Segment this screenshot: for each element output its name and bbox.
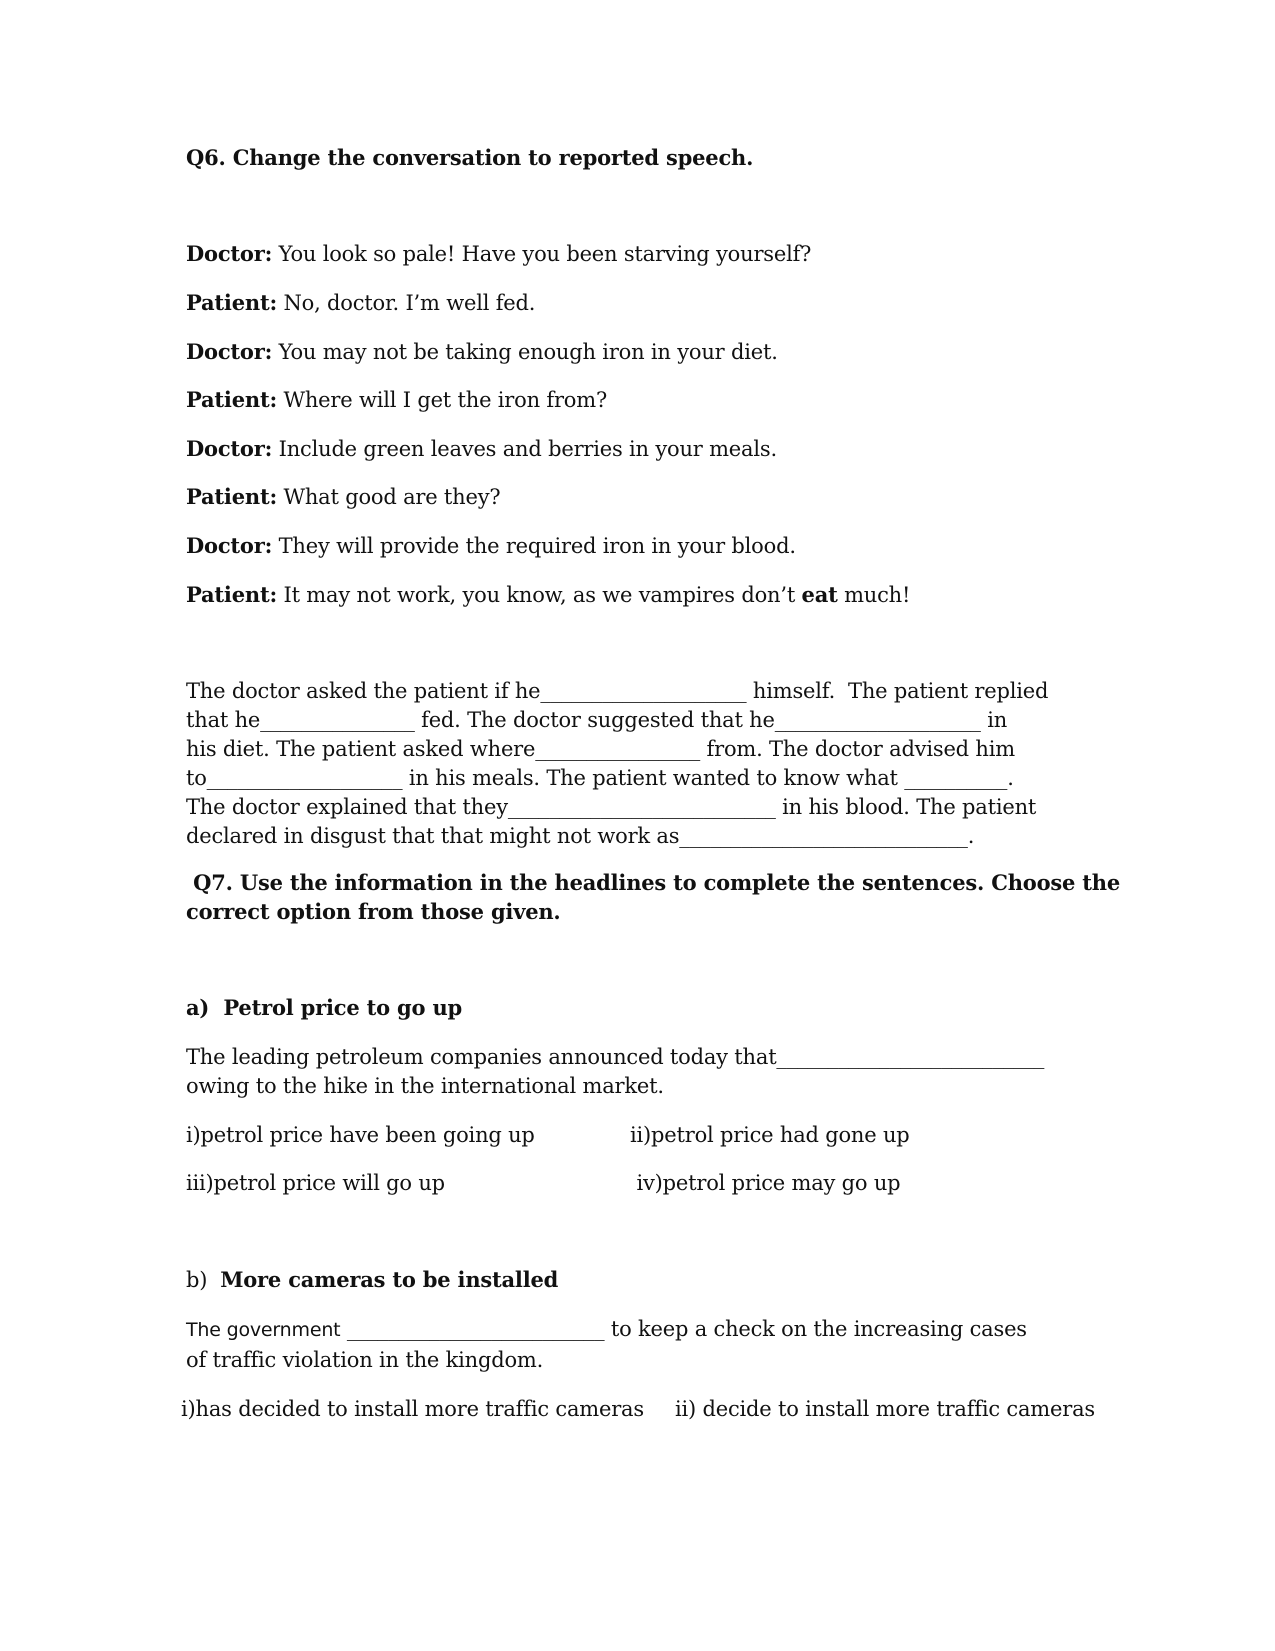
speaker-label: Doctor: <box>186 436 273 461</box>
part-b-sentence-line2: of traffic violation in the kingdom. <box>186 1348 544 1372</box>
speaker-label: Doctor: <box>186 339 273 364</box>
part-a-headline: Petrol price to go up <box>223 995 462 1020</box>
part-b-heading <box>186 1265 558 1295</box>
part-a-sentence-line1: The leading petroleum companies announced today that__________________________ <box>186 1045 1045 1069</box>
option-b-1: i)has decided to install more traffic cameras <box>181 1397 644 1421</box>
passage-line: The doctor asked the patient if he____________________ himself. The patient replied <box>186 679 1049 703</box>
option-a-1: i)petrol price have been going up <box>186 1123 535 1147</box>
passage-line: declared in disgust that that might not work as____________________________. <box>186 824 975 848</box>
part-b-sentence-line1 <box>186 1314 1027 1345</box>
part-a-heading <box>186 993 462 1023</box>
dialogue-bold-word: eat <box>801 582 838 607</box>
part-b-headline: More cameras to be installed <box>220 1267 559 1292</box>
passage-line: that he_______________ fed. The doctor suggested that he____________________ in <box>186 708 1008 732</box>
dialogue-text: much! <box>837 583 911 607</box>
dialogue-text: Where will I get the iron from? <box>277 388 607 412</box>
dialogue-text: You may not be taking enough iron in your diet. <box>272 340 778 364</box>
part-b-label: b) <box>186 1268 208 1292</box>
dialogue-line <box>186 580 910 610</box>
dialogue-text: What good are they? <box>277 485 501 509</box>
option-a-2: ii)petrol price had gone up <box>630 1123 910 1147</box>
dialogue-text: No, doctor. I’m well fed. <box>277 291 536 315</box>
part-a-label: a) <box>186 995 210 1020</box>
speaker-label: Patient: <box>186 290 277 315</box>
part-b-sentence-rest: _________________________ to keep a check on the increasing cases <box>340 1317 1027 1341</box>
dialogue-text: Include green leaves and berries in your meals. <box>272 437 777 461</box>
dialogue-line <box>186 531 796 561</box>
option-b-2: ii) decide to install more traffic cameras <box>675 1397 1095 1421</box>
dialogue-line <box>186 385 607 415</box>
dialogue-line <box>186 482 500 512</box>
q6-title: Q6. Change the conversation to reported speech. <box>186 145 754 170</box>
speaker-label: Doctor: <box>186 533 273 558</box>
passage-line: to___________________ in his meals. The patient wanted to know what __________. <box>186 766 1014 790</box>
dialogue-text: It may not work, you know, as we vampires don’t <box>277 583 802 607</box>
speaker-label: Patient: <box>186 582 277 607</box>
q7-title-line2: correct option from those given. <box>186 899 561 924</box>
part-a-sentence-line2: owing to the hike in the international market. <box>186 1074 664 1098</box>
dialogue-text: You look so pale! Have you been starving yourself? <box>272 242 812 266</box>
dialogue-text: They will provide the required iron in your blood. <box>272 534 796 558</box>
dialogue-line <box>186 239 811 269</box>
speaker-label: Patient: <box>186 484 277 509</box>
speaker-label: Patient: <box>186 387 277 412</box>
option-a-4: iv)petrol price may go up <box>630 1171 901 1195</box>
option-a-3: iii)petrol price will go up <box>186 1171 445 1195</box>
speaker-label: Doctor: <box>186 241 273 266</box>
passage-line: The doctor explained that they__________________________ in his blood. The patient <box>186 795 1037 819</box>
dialogue-line <box>186 337 778 367</box>
dialogue-line <box>186 288 535 318</box>
q7-title-line1: Q7. Use the information in the headlines to complete the sentences. Choose the <box>186 870 1121 895</box>
part-b-sentence-start: The government <box>186 1319 341 1341</box>
passage-line: his diet. The patient asked where________________ from. The doctor advised him <box>186 737 1015 761</box>
dialogue-line <box>186 434 777 464</box>
